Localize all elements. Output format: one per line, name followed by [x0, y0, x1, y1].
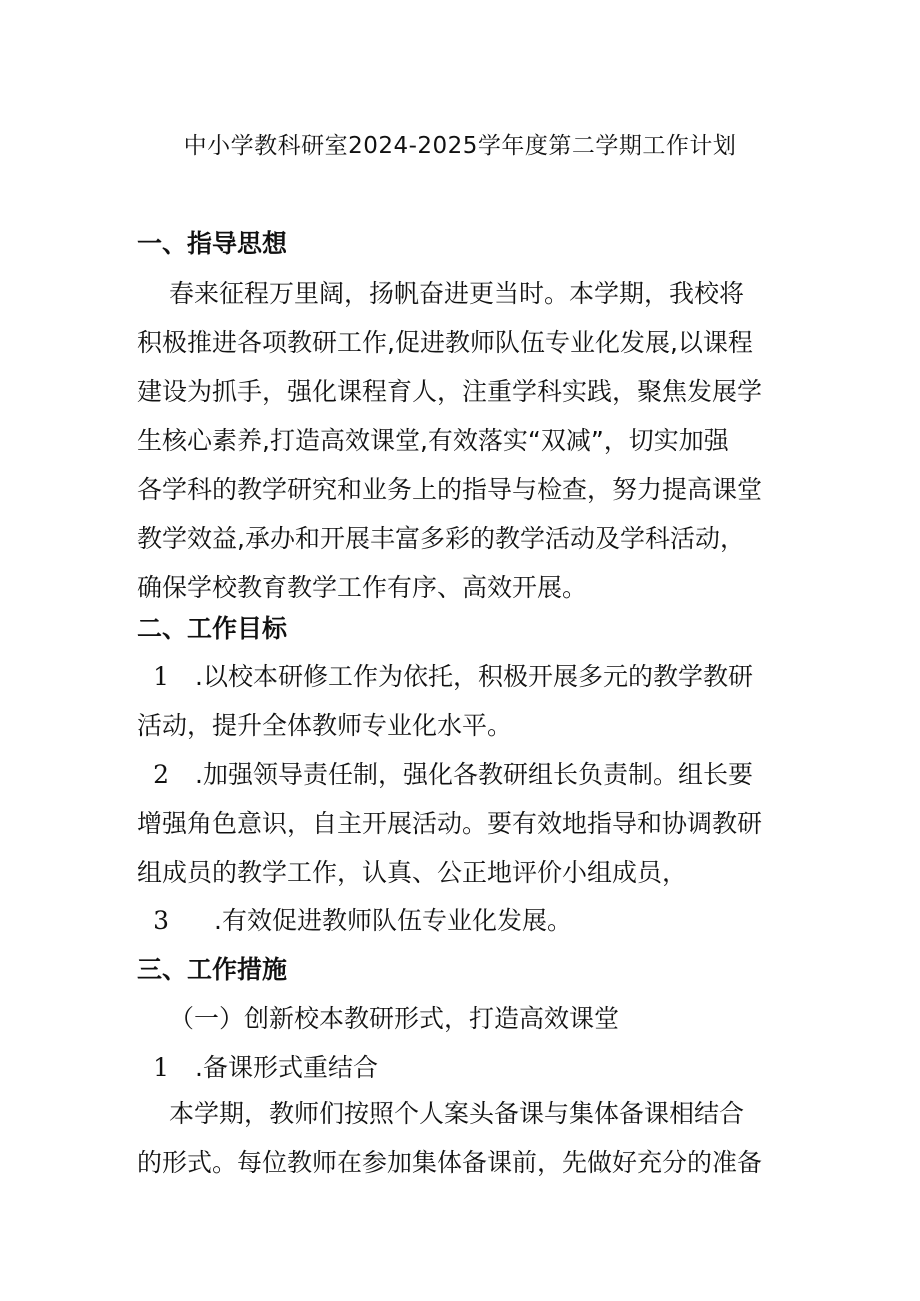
measure-item-1 — [137, 1043, 789, 1092]
paragraph-line: 本学期，教师们按照个人案头备课与集体备课相结合 — [169, 1099, 745, 1128]
item-number: 2 — [153, 760, 169, 789]
item-number: 3 — [153, 906, 169, 935]
paragraph-line: 增强角色意识，自主开展活动。要有效地指导和协调教研 — [137, 809, 763, 838]
paragraph-line: 教学效益,承办和开展丰富多彩的教学活动及学科活动， — [137, 524, 745, 553]
section-heading-guiding-ideology: 一、指导思想 — [137, 229, 288, 258]
item-text: .有效促进教师队伍专业化发展。 — [214, 906, 572, 935]
list-line — [137, 750, 789, 799]
item-text: .备课形式重结合 — [195, 1053, 378, 1082]
paragraph-line: 积极推进各项教研工作,促进教师队伍专业化发展,以课程 — [137, 328, 753, 357]
paragraph-line: 活动，提升全体教师专业化水平。 — [137, 711, 513, 740]
document-title: 中小学教科研室2024-2025学年度第二学期工作计划 — [183, 133, 737, 159]
goal-item-1 — [137, 652, 789, 750]
paragraph-line: 春来征程万里阔，扬帆奋进更当时。本学期，我校将 — [169, 279, 745, 308]
item-number: 1 — [153, 662, 169, 691]
paragraph-line: 生核心素养,打造高效课堂,有效落实“双减”，切实加强 — [137, 426, 729, 455]
paragraph-line: 确保学校教育教学工作有序、高效开展。 — [137, 573, 588, 602]
paragraph-line: 的形式。每位教师在参加集体备课前，先做好充分的准备 — [137, 1148, 763, 1177]
measures-subheading — [137, 994, 789, 1043]
paragraph-line: 各学科的教学研究和业务上的指导与检查，努力提高课堂 — [137, 475, 763, 504]
section-heading-work-measures: 三、工作措施 — [137, 955, 288, 984]
list-line — [137, 896, 789, 945]
goal-item-2 — [137, 750, 789, 897]
paragraph-line: 建设为抓手，强化课程育人，注重学科实践，聚焦发展学 — [137, 377, 763, 406]
section-guiding-ideology-body — [137, 269, 789, 612]
list-line — [137, 652, 789, 701]
item-text: .以校本研修工作为依托，积极开展多元的教学教研 — [195, 662, 753, 691]
item-text: .加强领导责任制，强化各教研组长负责制。组长要 — [195, 760, 753, 789]
goal-item-3 — [137, 896, 789, 945]
section-heading-work-goals: 二、工作目标 — [137, 614, 288, 643]
subheading-text: （一）创新校本教研形式，打造高效课堂 — [169, 1004, 620, 1033]
list-line — [137, 1043, 789, 1092]
paragraph-line: 组成员的教学工作，认真、公正地评价小组成员， — [137, 858, 688, 887]
item-number: 1 — [153, 1053, 169, 1082]
measure-paragraph — [137, 1089, 789, 1187]
